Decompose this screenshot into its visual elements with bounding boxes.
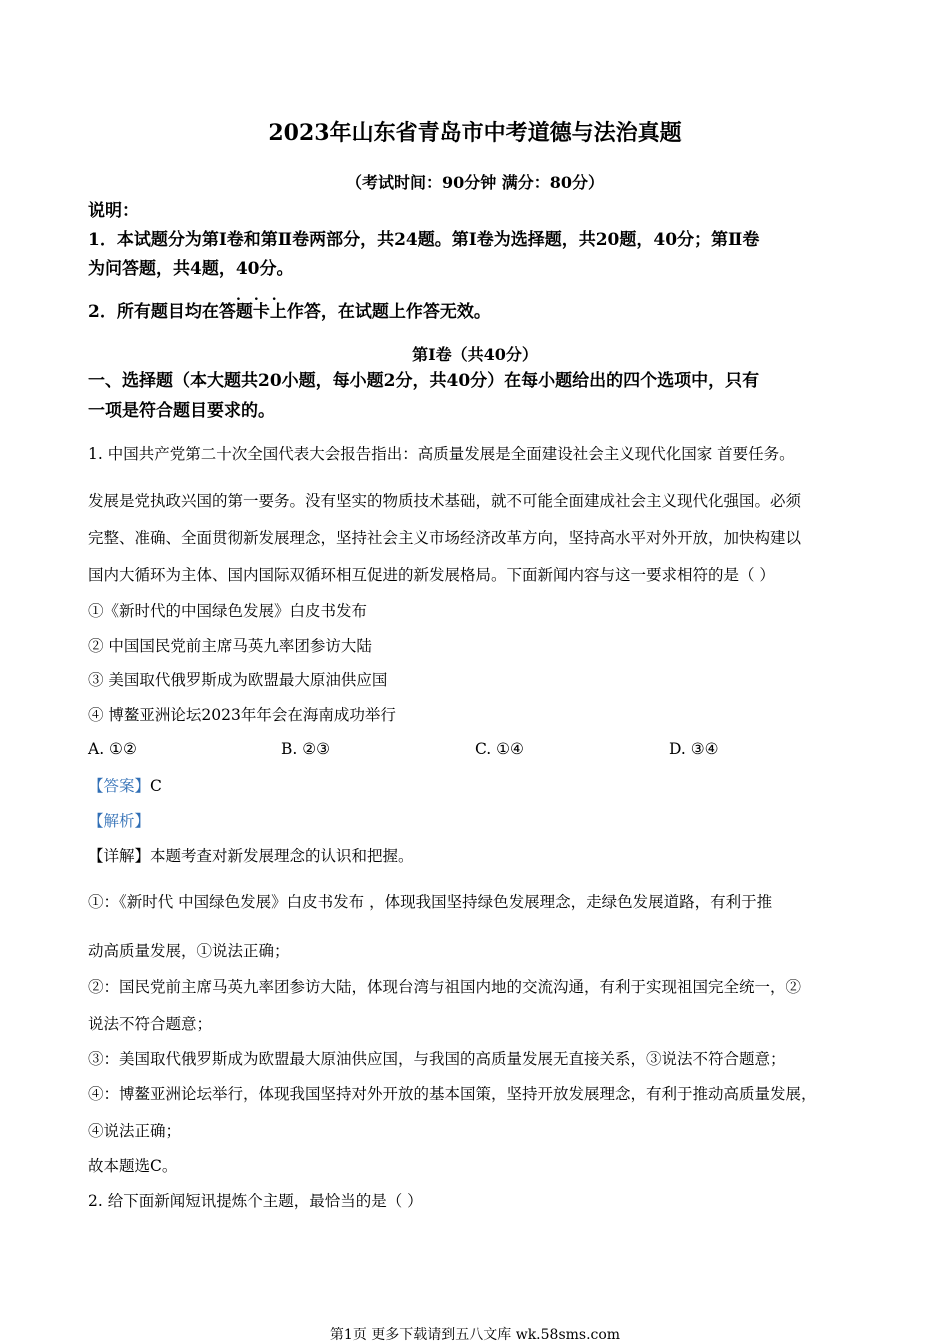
- q1-explanation-3: ③：美国取代俄罗斯成为欧盟最大原油供应国，与我国的高质量发展无直接关系，③说法不符合题意；: [88, 1050, 786, 1068]
- q1-explanation-1-line-1: ①：《新时代 中国绿色发展》白皮书发布 ，体现我国坚持绿色发展理念，走绿色发展道路，有利于推: [88, 893, 773, 911]
- q1-item-3: ③ 美国取代俄罗斯成为欧盟最大原油供应国: [88, 671, 388, 689]
- q1-explanation-2-line-1: ②：国民党前主席马英九率团参访大陆，体现台湾与祖国内地的交流沟通，有利于实现祖国完全统一，②: [88, 978, 802, 996]
- exam-info: （考试时间：90分钟 满分：80分）: [345, 173, 605, 192]
- q1-stem-line-1: 1. 中国共产党第二十次全国代表大会报告指出：高质量发展是全面建设社会主义现代化国家 首要任务。: [88, 445, 795, 463]
- q1-detail: 【详解】本题考查对新发展理念的认识和把握。: [88, 847, 414, 865]
- q1-item-4: ④ 博鳌亚洲论坛2023年年会在海南成功举行: [88, 706, 396, 724]
- page-title: 2023年山东省青岛市中考道德与法治真题: [268, 120, 682, 146]
- notes-item-1-line-2: 为问答题，共4题，40分。: [88, 259, 294, 279]
- page-footer: 第1页 更多下载请到五八文库 wk.58sms.com: [329, 1327, 621, 1343]
- q1-option-c: C. ①④: [475, 740, 524, 758]
- section-instruction-line-1: 一、选择题（本大题共20小题，每小题2分，共40分）在每小题给出的四个选项中，只有: [88, 371, 760, 391]
- q1-stem-line-4: 国内大循环为主体、国内国际双循环相互促进的新发展格局。下面新闻内容与这一要求相符的是（ ）: [88, 566, 775, 584]
- notes-heading: 说明：: [88, 201, 139, 221]
- analysis-label: 【解析】: [88, 812, 151, 830]
- section-title: 第Ⅰ卷（共40分）: [412, 345, 538, 364]
- notes-item-2: 2．所有题目均在答题卡上作答，在试题上作答无效。: [88, 302, 491, 322]
- q1-explanation-1-line-2: 动高质量发展，①说法正确；: [88, 942, 290, 960]
- q1-item-1: ①《新时代的中国绿色发展》白皮书发布: [88, 602, 368, 620]
- answer-value: C: [150, 777, 162, 795]
- answer-label: 【答案】: [88, 777, 151, 795]
- q1-conclusion: 故本题选C。: [88, 1157, 178, 1175]
- q1-option-d: D. ③④: [669, 740, 719, 758]
- q1-explanation-4-line-2: ④说法正确；: [88, 1122, 182, 1140]
- q1-explanation-2-line-2: 说法不符合题意；: [88, 1015, 213, 1033]
- section-instruction-line-2: 一项是符合题目要求的。: [88, 401, 275, 421]
- q1-option-a: A. ①②: [88, 740, 137, 758]
- q1-item-2: ② 中国国民党前主席马英九率团参访大陆: [88, 637, 372, 655]
- q1-option-b: B. ②③: [281, 740, 331, 758]
- q1-stem-line-3: 完整、准确、全面贯彻新发展理念，坚持社会主义市场经济改革方向，坚持高水平对外开放，加快构建以: [88, 529, 802, 547]
- q1-explanation-4-line-1: ④：博鳌亚洲论坛举行，体现我国坚持对外开放的基本国策，坚持开放发展理念，有利于推动高质量发展，: [88, 1085, 817, 1103]
- notes-item-1-line-1: 1．本试题分为第Ⅰ卷和第Ⅱ卷两部分，共24题。第Ⅰ卷为选择题，共20题，40分；第Ⅱ卷: [88, 230, 760, 250]
- q2-stem-line-1: 2. 给下面新闻短讯提炼个主题，最恰当的是（ ）: [88, 1192, 423, 1210]
- q1-answer: [88, 775, 162, 797]
- q1-stem-line-2: 发展是党执政兴国的第一要务。没有坚实的物质技术基础，就不可能全面建成社会主义现代化强国。必须: [88, 492, 802, 510]
- emphasis-dots: ...: [236, 288, 290, 304]
